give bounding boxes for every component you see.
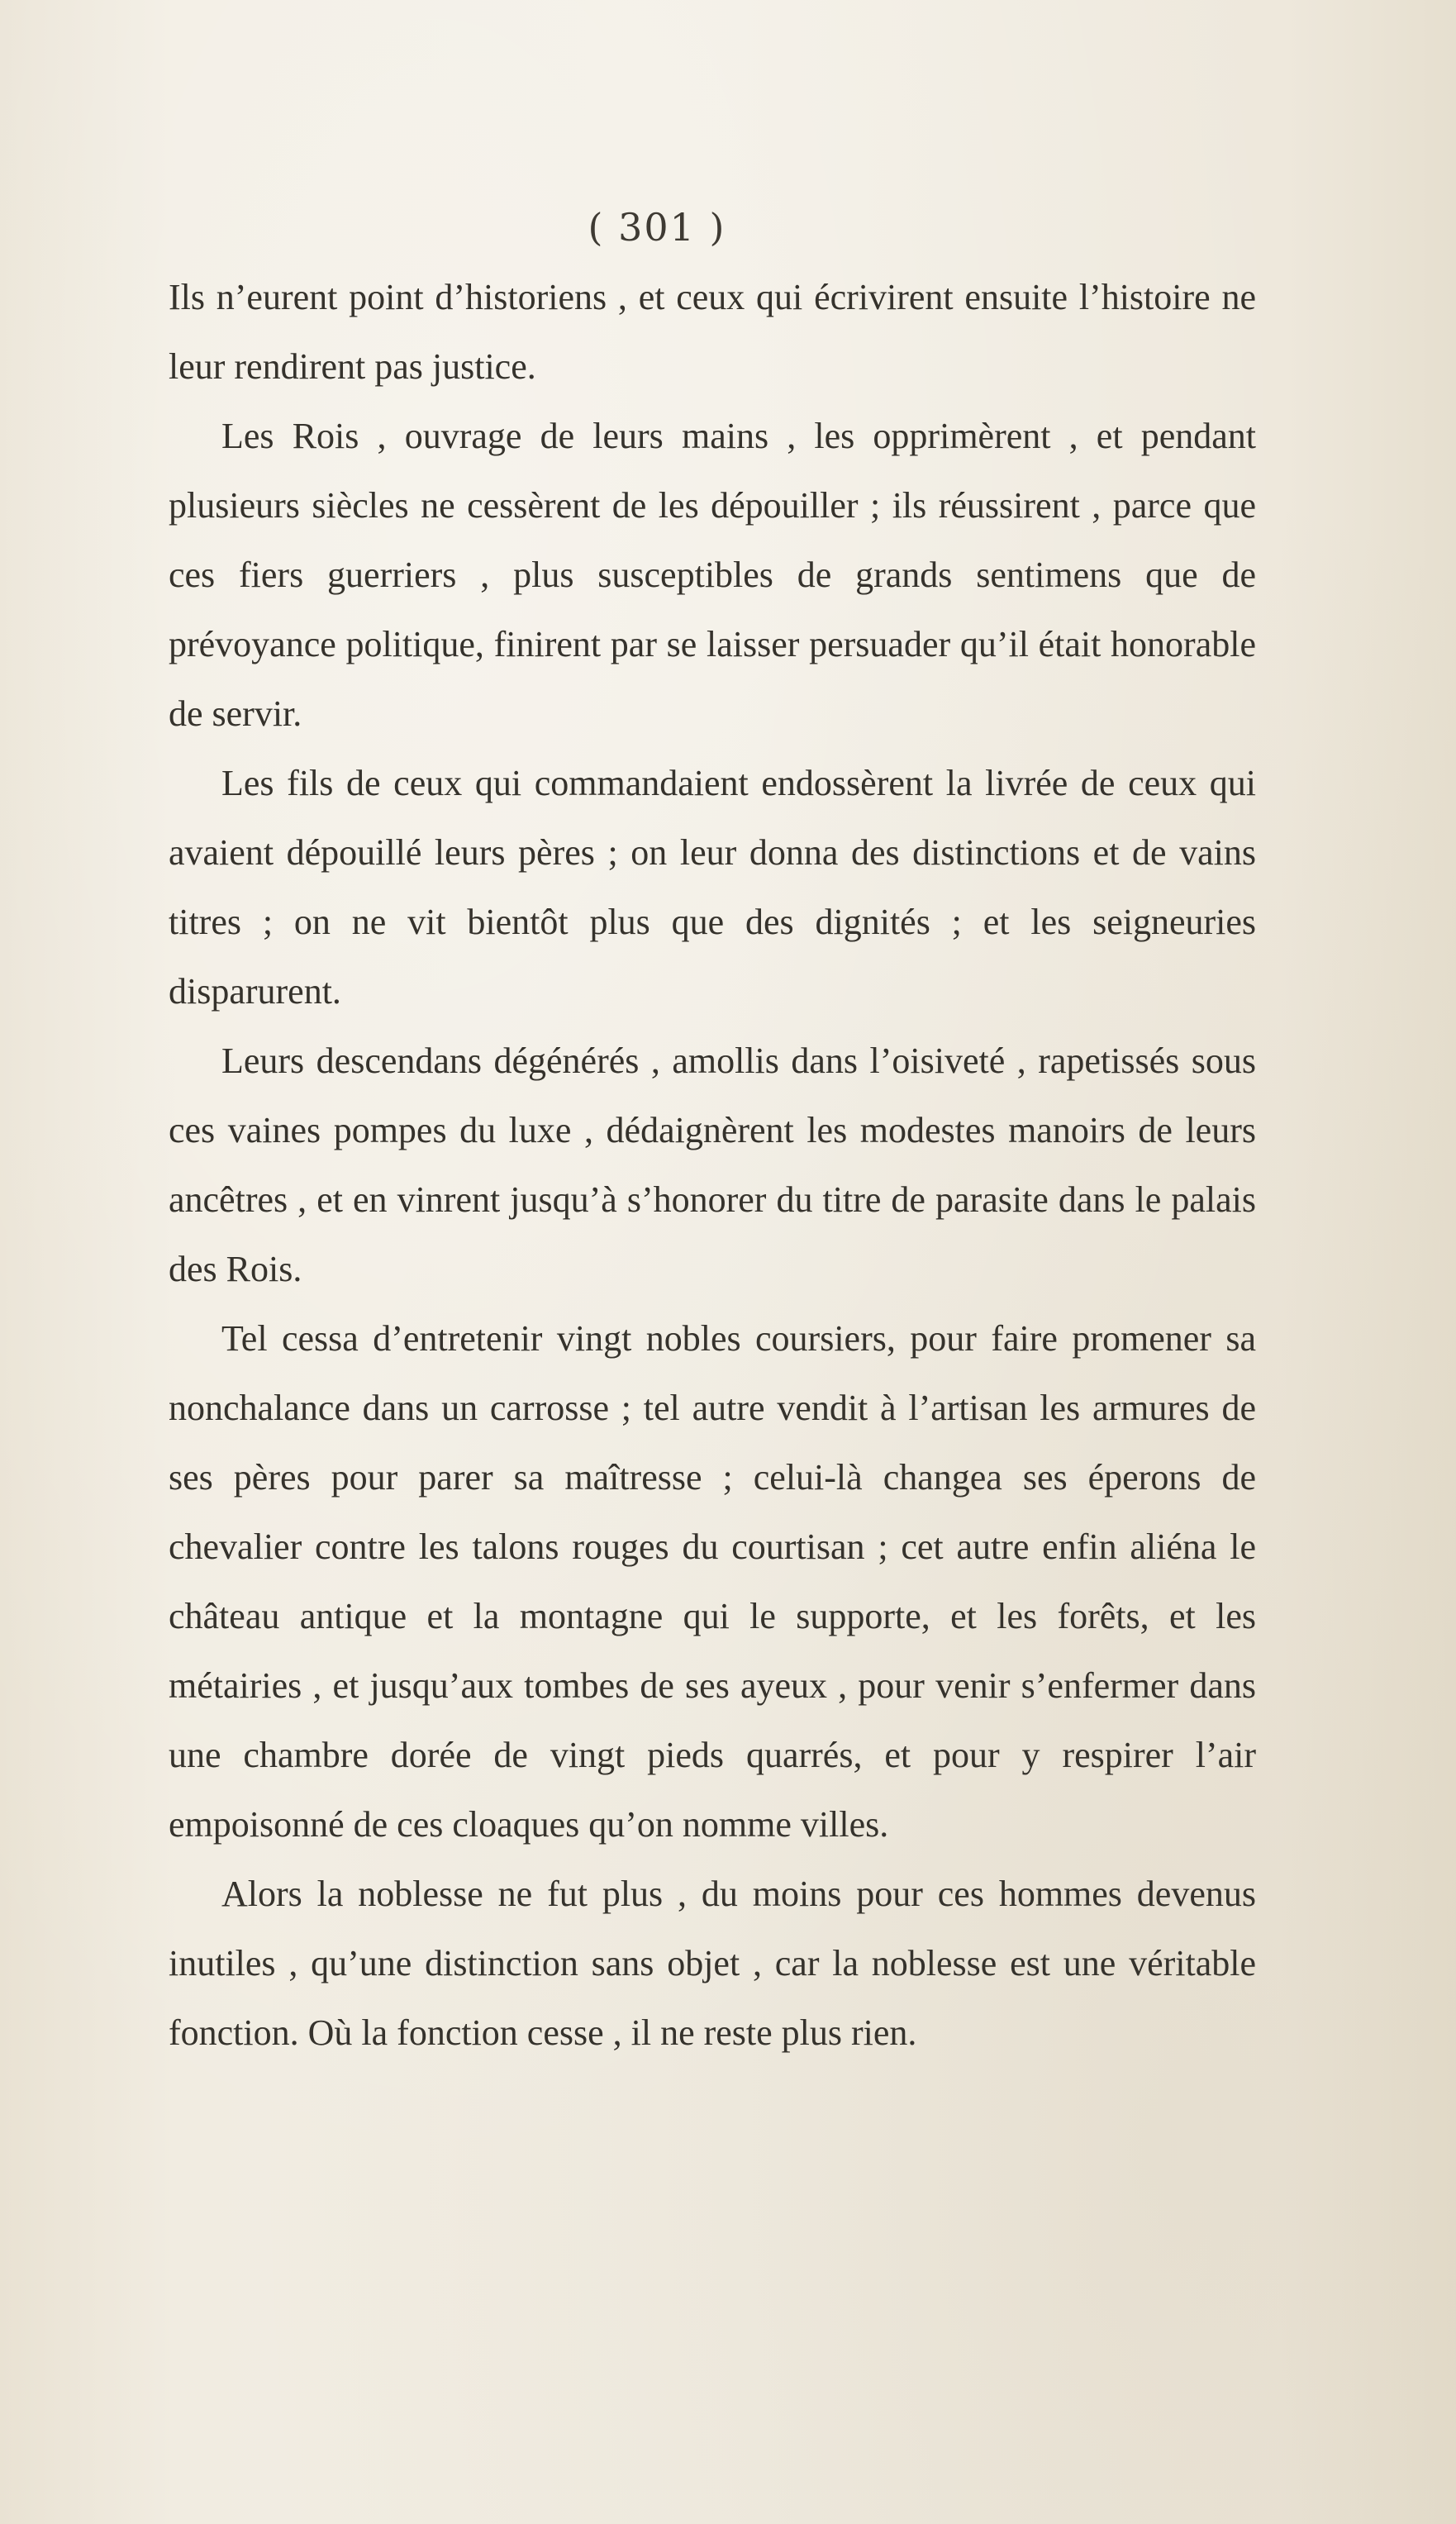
paragraph-alors: Alors la noblesse ne fut plus , du moins pour ces hommes devenus inutiles , qu’une distinction sans objet , car la noblesse est une véritable fonction. Où la fonction cesse , il ne reste plus rien. (169, 1874, 1256, 2053)
paragraph-descendans: Leurs descendans dégénérés , amollis dans l’oisiveté , rapetissés sous ces vaines pompes du luxe , dédaignèrent les modestes manoirs de leurs ancêtres , et en vinrent jusqu’à s’honorer du titre de parasite dans le palais des Rois. (169, 1041, 1256, 1289)
page-number: ( 301 ) (588, 205, 726, 250)
body-text (169, 263, 1256, 2068)
paragraph-tel: Tel cessa d’entretenir vingt nobles coursiers, pour faire promener sa nonchalance dans un carrosse ; tel autre vendit à l’artisan les armures de ses pères pour parer sa maîtresse ; celui-là changea ses éperons de chevalier contre les talons rouges du courtisan ; cet autre enfin aliéna le château antique et la montagne qui le supporte, et les forêts, et les métairies , et jusqu’aux tombes de ses ayeux , pour venir s’enfermer dans une chambre dorée de vingt pieds quarrés, et pour y respirer l’air empoisonné de ces cloaques qu’on nomme villes. (169, 1318, 1256, 1845)
paragraph-rois: Les Rois , ouvrage de leurs mains , les opprimèrent , et pendant plusieurs siècles ne cessèrent de les dépouiller ; ils réussirent , parce que ces fiers guerriers , plus susceptibles de grands sentimens que de prévoyance politique, finirent par se laisser persuader qu’il était honorable de servir. (169, 416, 1256, 734)
paragraph-fils: Les fils de ceux qui commandaient endossèrent la livrée de ceux qui avaient dépouillé leurs pères ; on leur donna des distinctions et de vains titres ; on ne vit bientôt plus que des dignités ; et les seigneuries disparurent. (169, 763, 1256, 1012)
paragraph-continuation: Ils n’eurent point d’historiens , et ceux qui écrivirent ensuite l’histoire ne leur rendirent pas justice. (169, 277, 1256, 387)
